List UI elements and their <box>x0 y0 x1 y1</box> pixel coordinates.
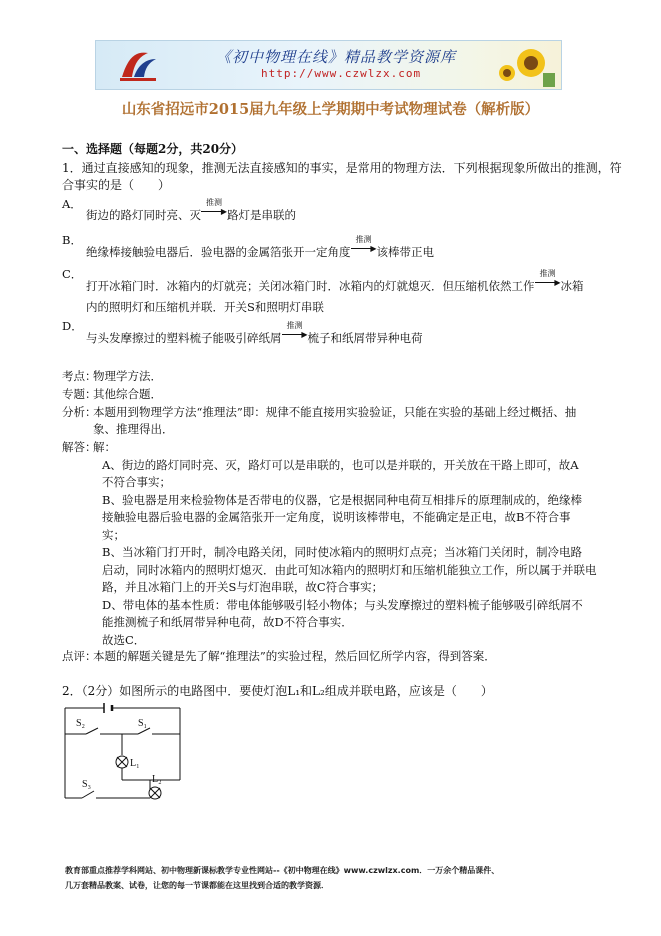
jieda-line: B、当冰箱门打开时，制冷电路关闭，同时使冰箱内的照明灯点亮；当冰箱门关闭时，制冷电路 <box>102 545 582 559</box>
jieda-line: 不符合事实； <box>102 475 171 489</box>
option-a-label: A． <box>62 197 82 211</box>
dianping-label: 点评： <box>62 649 97 663</box>
option-c-text-line2: 内的照明灯和压缩机并联．开关S和照明灯串联 <box>86 300 324 314</box>
logo-icon <box>118 47 158 83</box>
switch-s2-label: S₂ <box>76 718 86 729</box>
infer-arrow-icon: 推测 ▶ <box>535 274 561 288</box>
circuit-diagram <box>60 700 185 805</box>
switch-s1-label: S₁ <box>138 718 148 729</box>
option-a-text: 街边的路灯同时亮、灭 推测 ▶ 路灯是串联的 <box>86 198 296 222</box>
footer-line-2: 几万套精品教案、试卷，让您的每一节课都能在这里找到合适的教学资源． <box>65 881 329 890</box>
header-banner <box>95 40 562 90</box>
option-b-text: 绝缘棒接触验电器后．验电器的金属箔张开一定角度 推测 ▶ 该棒带正电 <box>86 235 434 259</box>
option-c-label: C． <box>62 267 83 281</box>
banner-url[interactable]: http://www.czwlzx.com <box>261 67 422 80</box>
jieda-body <box>93 439 613 649</box>
jieda-line: 故选C． <box>102 632 146 647</box>
infer-arrow-icon: 推测 ▶ <box>282 326 308 340</box>
infer-arrow-icon: 推测 ▶ <box>201 203 227 217</box>
banner-title: 《初中物理在线》精品教学资源库 <box>216 48 457 66</box>
sunflower-icon <box>495 43 555 87</box>
jieda-line: B、验电器是用来检验物体是否带电的仪器，它是根据同种电荷互相排斥的原理制成的，绝缘棒 <box>102 492 582 507</box>
option-b-label: B． <box>62 233 82 247</box>
option-d-text: 与头发摩擦过的塑料梳子能吸引碎纸屑 推测 ▶ 梳子和纸屑带异种电荷 <box>86 321 423 345</box>
fenxi-label: 分析： <box>62 405 97 419</box>
jieda-line: 路，并且冰箱门上的开关S与灯泡串联，故C符合事实； <box>102 580 384 594</box>
zhuanti-value: 其他综合题． <box>93 387 162 401</box>
option-d-label: D． <box>62 319 83 333</box>
jieda-line: 能推测梳子和纸屑带异种电荷，故D不符合事实． <box>102 615 353 629</box>
jieda-line: A、街边的路灯同时亮、灭，路灯可以是串联的，也可以是并联的，开关放在干路上即可，故A <box>102 457 579 472</box>
fenxi-line-2: 象、推理得出． <box>93 422 174 436</box>
question-2-stem: 2．（2分）如图所示的电路图中．要使灯泡L₁和L₂组成并联电路，应该是（ ） <box>62 684 493 698</box>
question-1-stem: 1．通过直接感知的现象，推测无法直接感知的事实，是常用的物理方法．下列根据现象所做出的推测，符合事实的是（ ） <box>62 161 622 192</box>
jieda-line: 实； <box>102 527 125 542</box>
section-heading: 一、选择题（每题2分，共20分） <box>62 142 244 156</box>
lamp-l1-label: L₁ <box>130 758 140 769</box>
footer-line-1: 教育部重点推荐学科网站、初中物理新课标教学专业性网站--《初中物理在线》www.czwlzx.com．一万余个精品课件、 <box>65 866 500 875</box>
jieda-line: 解： <box>93 440 116 454</box>
jieda-label: 解答： <box>62 440 97 454</box>
switch-s3-label: S₃ <box>82 779 92 790</box>
zhuanti-label: 专题： <box>62 387 97 401</box>
document-title: 山东省招远市2015届九年级上学期期中考试物理试卷（解析版） <box>121 101 540 118</box>
jieda-line: D、带电体的基本性质：带电体能够吸引轻小物体；与头发摩擦过的塑料梳子能够吸引碎纸屑不 <box>102 597 583 612</box>
infer-arrow-icon: 推测 ▶ <box>351 240 377 254</box>
fenxi-line-1: 本题用到物理学方法“推理法”即：规律不能直接用实验验证，只能在实验的基础上经过概括、抽 <box>93 405 577 419</box>
jieda-line: 启动，同时冰箱内的照明灯熄灭．由此可知冰箱内的照明灯和压缩机能独立工作，所以属于并联电 <box>102 562 597 577</box>
option-c-text: 打开冰箱门时．冰箱内的灯就亮；关闭冰箱门时．冰箱内的灯就熄灭．但压缩机依然工作 推测 ▶ 冰箱 <box>86 269 584 293</box>
kaodian-value: 物理学方法． <box>93 369 162 383</box>
jieda-line: 接触验电器后验电器的金属箔张开一定角度，说明该棒带电，不能确定是正电，故B不符合事 <box>102 510 571 524</box>
dianping-value: 本题的解题关键是先了解“推理法”的实验过程，然后回忆所学内容，得到答案． <box>93 649 496 663</box>
lamp-l2-label: L₂ <box>152 774 162 785</box>
page-footer <box>65 863 625 893</box>
kaodian-label: 考点： <box>62 369 97 383</box>
